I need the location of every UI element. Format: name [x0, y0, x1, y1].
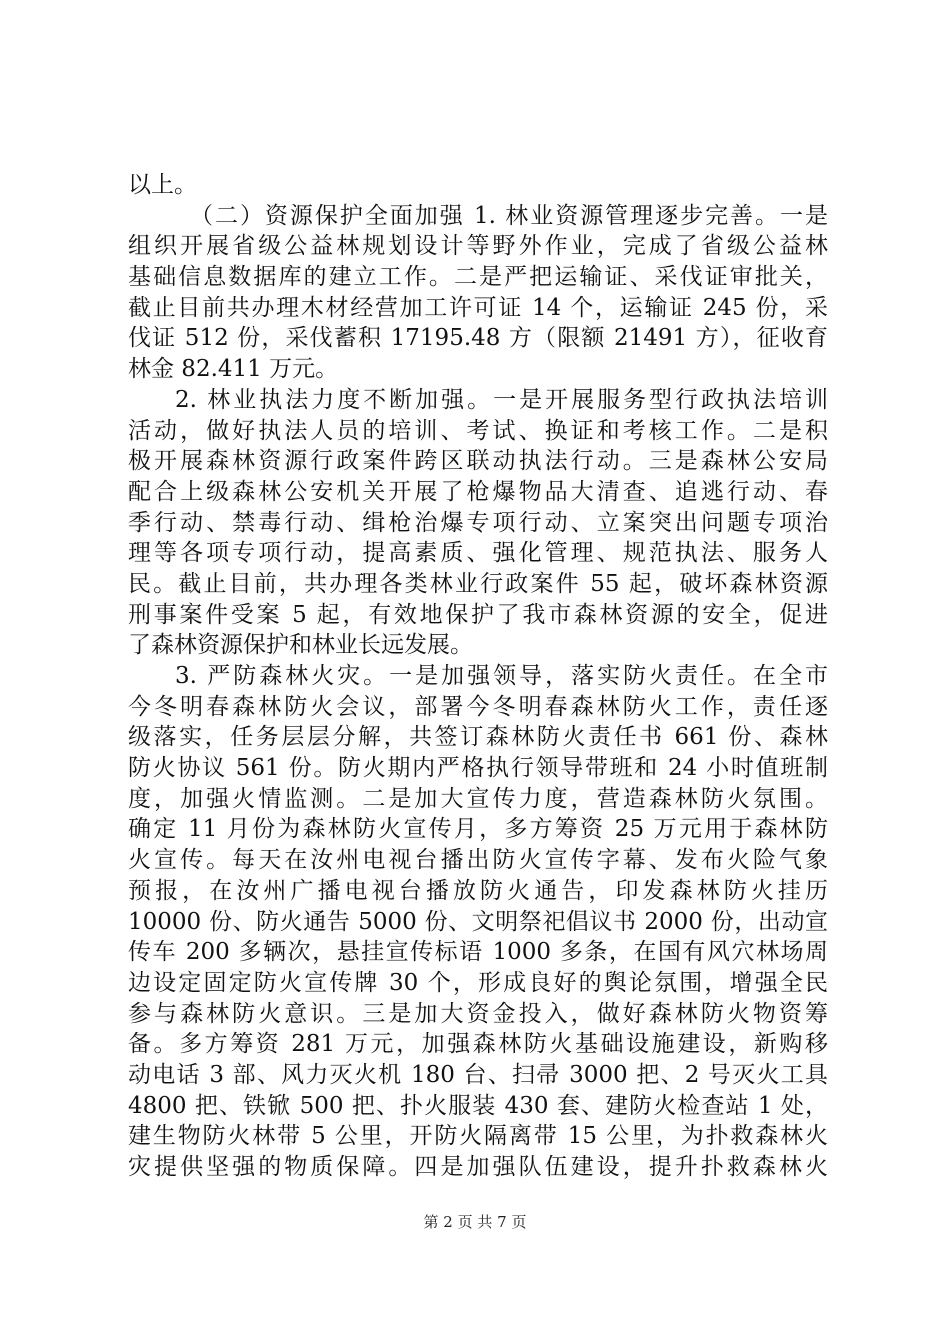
paragraph-line: 极开展森林资源行政案件跨区联动执法行动。三是森林公安局 [128, 448, 828, 475]
paragraph-line: 建生物防火林带 5 公里，开防火隔离带 15 公里，为扑救森林火 [128, 1123, 828, 1150]
paragraph-line: 2. 林业执法力度不断加强。一是开展服务型行政执法培训 [175, 386, 828, 413]
paragraph-line: 活动，做好执法人员的培训、考试、换证和考核工作。二是积 [128, 417, 828, 444]
paragraph-line: 4800 把、铁锨 500 把、扑火服装 430 套、建防火检查站 1 处， [128, 1092, 828, 1119]
paragraph-line: 了森林资源保护和林业长远发展。 [128, 632, 473, 659]
document-body [128, 170, 828, 1183]
paragraph-line: 林金 82.411 万元。 [128, 356, 339, 383]
paragraph-line: 以上。 [128, 172, 197, 198]
paragraph-line: 火宣传。每天在汝州电视台播出防火宣传字幕、发布火险气象 [128, 847, 828, 874]
paragraph-line: 组织开展省级公益林规划设计等野外作业，完成了省级公益林 [128, 233, 828, 260]
paragraph-line: 防火协议 561 份。防火期内严格执行领导带班和 24 小时值班制 [128, 755, 828, 782]
paragraph-line: 伐证 512 份，采伐蓄积 17195.48 方（限额 21491 方），征收育 [128, 325, 828, 352]
paragraph-line: 参与森林防火意识。三是加大资金投入，做好森林防火物资筹 [128, 1000, 828, 1027]
paragraph-line: 备。多方筹资 281 万元，加强森林防火基础设施建设，新购移 [128, 1031, 828, 1058]
paragraph-line: 季行动、禁毒行动、缉枪治爆专项行动、立案突出问题专项治 [128, 509, 828, 536]
section-heading-line: （二）资源保护全面加强 1. 林业资源管理逐步完善。一是 [190, 202, 828, 229]
paragraph-line: 传车 200 多辆次，悬挂宣传标语 1000 多条，在国有风穴林场周 [128, 939, 828, 966]
paragraph-line: 度，加强火情监测。二是加大宣传力度，营造森林防火氛围。 [128, 785, 828, 812]
paragraph-line: 级落实，任务层层分解，共签订森林防火责任书 661 份、森林 [128, 724, 828, 751]
paragraph-line: 3. 严防森林火灾。一是加强领导，落实防火责任。在全市 [175, 663, 828, 689]
paragraph-line: 刑事案件受案 5 起，有效地保护了我市森林资源的安全，促进 [128, 601, 828, 628]
paragraph-line: 确定 11 月份为森林防火宣传月，多方筹资 25 万元用于森林防 [128, 816, 828, 843]
paragraph-line: 民。截止目前，共办理各类林业行政案件 55 起，破坏森林资源 [128, 570, 828, 597]
paragraph-line: 边设定固定防火宣传牌 30 个，形成良好的舆论氛围，增强全民 [128, 969, 828, 996]
paragraph-line: 10000 份、防火通告 5000 份、文明祭祀倡议书 2000 份，出动宣 [128, 908, 828, 935]
paragraph-line: 动电话 3 部、风力灭火机 180 台、扫帚 3000 把、2 号灭火工具 [128, 1061, 828, 1088]
paragraph-line: 配合上级森林公安机关开展了枪爆物品大清查、追逃行动、春 [128, 478, 828, 505]
paragraph-line: 灾提供坚强的物质保障。四是加强队伍建设，提升扑救森林火 [128, 1154, 828, 1180]
paragraph-line: 截止目前共办理木材经营加工许可证 14 个，运输证 245 份，采 [128, 294, 828, 321]
paragraph-line: 预报，在汝州广播电视台播放防火通告，印发森林防火挂历 [128, 877, 828, 904]
paragraph-line: 理等各项专项行动，提高素质、强化管理、规范执法、服务人 [128, 540, 828, 567]
paragraph-line: 基础信息数据库的建立工作。二是严把运输证、采伐证审批关， [128, 264, 828, 291]
paragraph-line: 今冬明春森林防火会议，部署今冬明春森林防火工作，责任逐 [128, 693, 828, 720]
page-number-footer: 第 2 页 共 7 页 [423, 1213, 527, 1231]
